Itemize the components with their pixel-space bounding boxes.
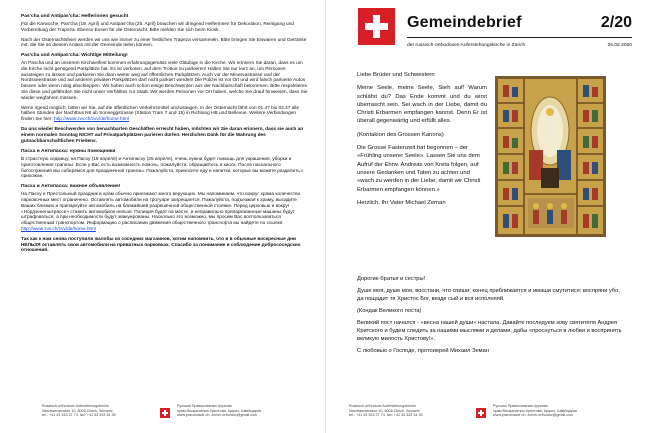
issue-number: 2/20: [600, 14, 632, 31]
resurrection-icon-image: [495, 76, 606, 237]
footer-line: Narzissenstrasse 10, 8006 Zürich, Schweiz: [42, 408, 113, 413]
german-letter: [357, 71, 487, 212]
footer-address-de: [42, 404, 142, 418]
paragraph: [21, 192, 309, 232]
footer-line: Русская Православная Церковь: [177, 404, 232, 408]
russian-letter: [357, 275, 625, 359]
footer-address-ru: [493, 404, 593, 418]
footer-line: Russisch-orthodoxe Auferstehungskirche: [349, 404, 417, 408]
footer-line: Russisch-orthodoxe Auferstehungskirche: [42, 404, 110, 408]
right-page: [325, 0, 650, 433]
parking-note-ru: Так как к нам снова поступили жалобы из соседних магазинов, хотим напомнить, что и в обычные воскресные дни НЕЛЬЗЯ оставлять свои автомобили на приватных парковках. Спасибо за понимание и соблюдение добрососедских отношений.: [21, 236, 301, 254]
footer-line: храм Воскресения Христова, Цюрих, Швейцария: [177, 408, 261, 413]
closing: Herzlich, Ihr Vater Michael Zeman: [357, 199, 446, 206]
paragraph: В страстную седмицу, на Пасху (19 апреля) и Антипасху (25 апреля), очень нужна будет помощь для украшения, уборки и приготовления трапезы. Если у Вас есть возможность помочь, пожалуйста, обращайтесь в киоск. После пасхального богослужения мы соберёмся для праздничной трапезы. Пожалуйста, приносите еду и напитки, которые вы можете разделить с прихожан.: [21, 157, 304, 180]
issue-date: 26.02.2020: [607, 43, 632, 48]
paragraph-text: На Пасху и Престольный праздник в храм обычно приезжают много верующих. Мы напоминаем, что вокруг храма количество парковочных мест ограничено. Оставлять автомобили на тротуаре запрещается. Пожалуйста, подъезжая к храму, высадите Ваших близких и припаркуйте автомобиль на ближайшей разрешённой общественной стоянке. Перед церковью и вокруг «Нордзееенштрассе» ставить автомобили нельзя. Полиция будет на месте, и неправильно припаркованные машины будут штрафоваться, а при необходимости будут эвакуированы. Насколько это возможно, мы просим Вас воспользоваться общественным транспортом. Информацию о расписании движения общественного транспорта вы найдёте по ссылке:: [21, 192, 301, 227]
footer-address-ru: [177, 404, 277, 418]
verse-source: (Кондак Великого поста): [357, 307, 422, 314]
letter-body: Die Grosse Fastenzeit hat begonnen – der «Frühling unserer Seele». Lassen Sie uns dem Aufruf der Ehrw. Andreas von Kreta folgen, auf unsere Gedanken und Taten zu achten und «wach zu werden in der Liebe, damit wir Christi Erbarmen empfangen können.»: [357, 145, 481, 193]
paragraph: Für die Karwoche, Pas'cha (19. April) und Antipas'cha (25. April) brauchen wir dringend Helferinnen für Dekoration, Reinigung und Vorbereitung der Trapeza. Ebenso Essen für die Osternacht. Bitte melden Sie sich beim Kiosk.: [21, 21, 294, 33]
left-column: [21, 14, 309, 258]
paragraph: An Pascha und an unserem Kirchweifest kommen erfahrungsgemäss viele Gläubige in die Kirche. Wir erinnern Sie daran, dass es um die Kirche nicht genügend Parkplätze hat. Es ist verboten, auf dem Trottoir zu parkieren! Halten Sie nur kurz an, um Personen aussteigen zu lassen und parkieren Sie dann weiter weg auf öffentlichen Parkplätzen. Auch vor der Minervastrasse und der Nordsseestrasse und auf anderen privaten Parkplätzen darf nicht parkiert werden! Die Polizei ist vor Ort und wird falsch parkierte Autos büssen oder wenn nötig abschleppen. Wir haben auch schon einige Beschwerden aus der Nachbarschaft bekommen. Bitte respektieren Sie diese und gefährden Sie nicht unser Verhältnis zur Stadt. Wir werden Personen vor Ort haben, welche Sie drauf hinweisen, dass Sie wieder wegfahren müssen.: [21, 61, 308, 101]
zvv-link[interactable]: http://www.zvv.ch/zvv/de/home.html: [54, 117, 129, 123]
footer-line: www.pravoslavie.ch, zurich.orthodox@gmail.com: [493, 413, 574, 418]
footer-line: Русская Православная Церковь: [493, 404, 548, 408]
section-heading-ru-helpers: Пасха и Антипасха: нужны помощники: [21, 149, 116, 155]
section-heading-de-notice: Pas'cha und Antipas'cha: Wichtige Mitteilung!: [21, 53, 128, 59]
footer-line: tel.: +41 43 333 37 74, fax: +41 43 333 34 35: [349, 413, 423, 418]
church-logo-icon: [160, 408, 170, 418]
footer-left: [0, 404, 325, 426]
verse: Meine Seele, meine Seele, Steh auf! Warum schläfst du? Das Ende kommt und du wirst überrascht sein. Sei wach in der Liebe, damit du Christi Erbarmen empfangen kannst. Denn Er ist überall gegenwärtig und erfüllt alles.: [357, 85, 487, 125]
footer-line: храм Воскресения Христова, Цюрих, Швейцария: [493, 408, 577, 413]
section-heading-de-helpers: Pas'cha und Antipas'cha: Helferinnen gesucht: [21, 14, 129, 19]
church-logo-icon: [476, 408, 486, 418]
zvv-link-ru[interactable]: http://www.zvv.ch/zvv/de/home.html: [21, 226, 96, 232]
paragraph-text: Wenn irgend möglich, bitten wir Sie, auf die öffentlichen Verkehrsmittel umzusteigen. In der Osternacht fährt von 01.47 bis 03.47 alle halben Stunden der Nachtbus N6 ab Sonneggstrasse (Station Tram 7 und 15) in Richtung HB und Bellevue. Weitere Verbindungen finden Sie hier:: [21, 105, 300, 123]
footer-address-de: [349, 404, 449, 418]
footer-right: [325, 404, 650, 426]
verse: Душе моя, душе моя, восстани, что спиши; конец приближается и имаши смутитися: воспряни убо, да пощадит тя Христос Бог, везде сый и вся исполняяй.: [357, 287, 620, 303]
greeting: Liebe Brüder und Schwestern: [357, 72, 435, 78]
closing: С любовью о Господе, протоиерей Михаил Земан: [357, 348, 489, 355]
newsletter-title: Gemeindebrief: [407, 14, 522, 31]
footer-line: tel.: +41 43 333 37 74, fax: +41 43 333 34 35: [42, 413, 116, 418]
footer-line: Narzissenstrasse 10, 8006 Zürich, Schweiz: [349, 408, 420, 413]
footer-line: www.pravoslavie.ch, zurich.orthodox@gmail.com: [177, 413, 258, 418]
swiss-flag-icon: [358, 8, 395, 45]
verse-source: (Kontakion des Grossen Kanons): [357, 131, 444, 138]
header-divider: [407, 37, 632, 38]
section-heading-ru-notice: Пасха и Антипасха: важное объявление!: [21, 184, 121, 190]
greeting: Дорогие братья и сестры!: [357, 276, 426, 282]
paragraph: [21, 106, 309, 123]
paragraph: Nach der Osternachtsfeier werden wir uns wie immer zu einer festlichen Trapeza versammeln. Bitte bringen Sie Eiswaren und Getränke mit, die Sie an diesem Anlass mit der Gemeinde teilen können.: [21, 37, 307, 49]
letter-body: Великий пост начался - «весна нашей души» настала. Давайте последуем зову святителя Андрея Критского и будем следить за нашими мыслями и делами, дабы «проснуться в любви и воспринять великую милость Христову!».: [357, 319, 622, 343]
parking-note: Da uns wieder Beschwerden von benachbarten Geschäften erreicht haben, möchten wir Sie daran erinnern, dass sie auch an einem normalen Sonntag NICHT auf Privatparkplätzen parieren dürfen. Herzlichen Dank für die Wahrung des gutnachbarschaftlichen Friedens.: [21, 127, 304, 144]
newsletter-subtitle: der russisch-orthodoxen Auferstehungskirche in Zürich: [407, 43, 526, 48]
